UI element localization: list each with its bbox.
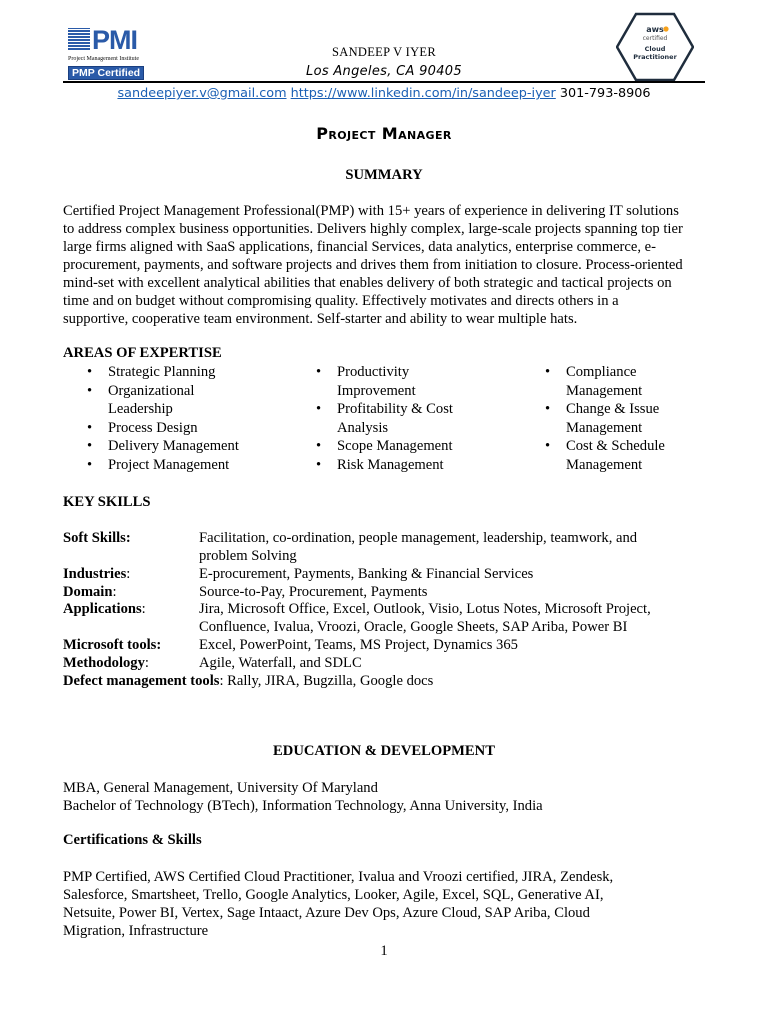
phone-number: 301-793-8906 xyxy=(559,86,651,101)
skill-value: Agile, Waterfall, and SDLC xyxy=(199,655,362,671)
expertise-item: • Compliance Management xyxy=(521,363,721,400)
expertise-column-2 xyxy=(292,363,522,474)
skill-label: Defect management tools: Rally, JIRA, Bugzilla, Google docs xyxy=(63,673,434,689)
candidate-name: SANDEEP V IYER xyxy=(332,45,436,59)
skill-row-methodology xyxy=(63,654,703,672)
summary-line: mind-set with excellent analytical abilities that enables delivery of both strategic and tactical projects on xyxy=(63,275,672,291)
skill-value: Excel, PowerPoint, Teams, MS Project, Dynamics 365 xyxy=(199,637,518,653)
skill-row-defect-tools xyxy=(63,672,703,690)
aws-text: aws xyxy=(646,25,664,34)
aws-accent-dot xyxy=(663,26,668,31)
certifications-line: Salesforce, Smartsheet, Trello, Google Analytics, Looker, Agile, Excel, SQL, Generative AI, xyxy=(63,887,604,903)
expertise-item: • Delivery Management xyxy=(63,437,303,456)
expertise-item: • Scope Management xyxy=(292,437,522,456)
skill-value: Jira, Microsoft Office, Excel, Outlook, Visio, Lotus Notes, Microsoft Project, Confluence, Ivalua, Vroozi, Oracle, Google Sheets, SAP Ariba, Power BI xyxy=(199,601,651,635)
skill-value: Facilitation, co-ordination, people management, leadership, teamwork, and problem Solving xyxy=(199,530,638,564)
summary-line: time and on budget without compromising quality. Effectively motivates and directs others in a xyxy=(63,293,619,309)
skill-value: E-procurement, Payments, Banking & Financial Services xyxy=(199,566,534,582)
key-skills-heading: KEY SKILLS xyxy=(63,494,151,510)
skill-row-applications xyxy=(63,600,703,636)
summary-line: to address complex business opportunities. Delivers highly complex, large-scale projects spanning top tier xyxy=(63,221,683,237)
expertise-item: • Risk Management xyxy=(292,456,522,475)
skill-value: Source-to-Pay, Procurement, Payments xyxy=(199,584,428,600)
summary-line: supportive, cooperative team environment. Self-starter and ability to wear multiple hats. xyxy=(63,311,578,327)
skill-row-soft xyxy=(63,529,703,565)
aws-practitioner-text: Practitioner xyxy=(633,53,677,61)
expertise-heading: AREAS OF EXPERTISE xyxy=(63,345,222,361)
education-list xyxy=(63,779,713,815)
certifications-line: Migration, Infrastructure xyxy=(63,923,209,939)
expertise-item: • Cost & Schedule Management xyxy=(521,437,721,474)
certifications-heading: Certifications & Skills xyxy=(63,832,202,848)
contact-line xyxy=(0,86,768,101)
skill-label: Domain: xyxy=(63,584,117,600)
education-item: MBA, General Management, University Of Maryland xyxy=(63,780,378,796)
job-title: Project Manager xyxy=(316,124,452,143)
skill-label: Microsoft tools: xyxy=(63,637,162,653)
summary-line: large firms aligned with SaaS applications, financial Services, data analytics, enterprise commerce, e- xyxy=(63,239,656,255)
expertise-column-3 xyxy=(521,363,721,474)
expertise-item: • Process Design xyxy=(63,419,303,438)
summary-heading: SUMMARY xyxy=(345,167,423,183)
skill-row-industries xyxy=(63,565,703,583)
summary-line: Certified Project Management Professional(PMP) with 15+ years of experience in delivering IT solutions xyxy=(63,203,679,219)
expertise-item: • Project Management xyxy=(63,456,303,475)
candidate-location: Los Angeles, CA 90405 xyxy=(306,64,462,79)
education-item: Bachelor of Technology (BTech), Information Technology, Anna University, India xyxy=(63,798,543,814)
skill-row-domain xyxy=(63,583,703,601)
header-divider xyxy=(63,81,705,83)
expertise-column-1 xyxy=(63,363,303,474)
aws-cloud-text: Cloud xyxy=(644,45,666,53)
education-heading: EDUCATION & DEVELOPMENT xyxy=(273,743,495,759)
skill-label: Methodology: xyxy=(63,655,149,671)
page-number: 1 xyxy=(380,943,388,959)
skill-label: Industries: xyxy=(63,566,131,582)
expertise-item: • Profitability & Cost Analysis xyxy=(292,400,522,437)
pmi-letters: PMI xyxy=(92,25,138,55)
expertise-item: • Change & Issue Management xyxy=(521,400,721,437)
skill-label: Soft Skills: xyxy=(63,530,131,546)
skill-row-microsoft-tools xyxy=(63,636,703,654)
aws-certified-text: certified xyxy=(642,35,668,42)
expertise-item: • Organizational Leadership xyxy=(63,382,303,419)
certifications-paragraph xyxy=(63,868,713,940)
linkedin-link[interactable]: https://www.linkedin.com/in/sandeep-iyer xyxy=(290,86,556,101)
expertise-item: • Strategic Planning xyxy=(63,363,303,382)
skill-label: Applications: xyxy=(63,601,146,617)
summary-paragraph xyxy=(63,202,713,328)
certifications-line: PMP Certified, AWS Certified Cloud Practitioner, Ivalua and Vroozi certified, JIRA, Zendesk, xyxy=(63,869,614,885)
email-link[interactable]: sandeepiyer.v@gmail.com xyxy=(117,86,287,101)
pmp-certified-badge: PMP Certified xyxy=(68,66,144,80)
expertise-item: • Productivity Improvement xyxy=(292,363,522,400)
certifications-line: Netsuite, Power BI, Vertex, Sage Intaact, Azure Dev Ops, Azure Cloud, SAP Ariba, Cloud xyxy=(63,905,590,921)
pmi-institute-text: Project Management Institute xyxy=(68,56,139,62)
summary-line: procurement, payments, and software projects and drives them from initiation to closure. Process-oriented xyxy=(63,257,683,273)
